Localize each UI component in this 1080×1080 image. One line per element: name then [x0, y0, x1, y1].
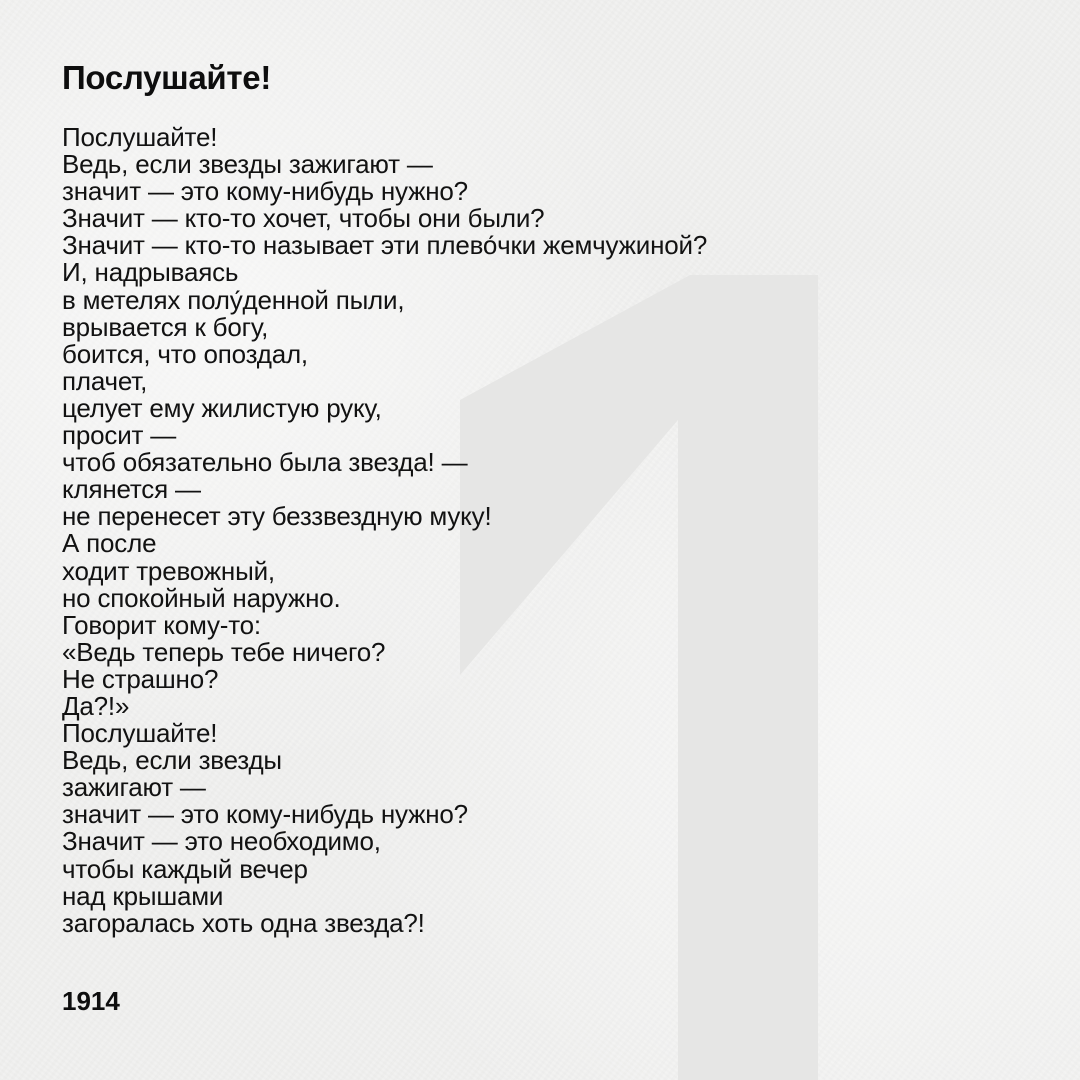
poem-line: не перенесет эту беззвездную муку! — [62, 501, 492, 532]
poem-line: А после — [62, 528, 157, 559]
poem-line: целует ему жилистую руку, — [62, 392, 382, 423]
poem-text — [62, 124, 707, 937]
poem-line: Значит — кто-то хочет, чтобы они были? — [62, 203, 545, 234]
poem-title: Послушайте! — [62, 59, 272, 96]
poem-line: зажигают — — [62, 772, 206, 803]
poem-line: врывается к богу, — [62, 311, 269, 342]
poem-line: Да?!» — [62, 690, 130, 721]
poem-line: Говорит кому-то: — [62, 609, 261, 640]
poem-line: Не страшно? — [62, 663, 219, 694]
poem-line: чтобы каждый вечер — [62, 853, 308, 884]
poem-line: загоралась хоть одна звезда?! — [62, 907, 425, 938]
poem-line: но спокойный наружно. — [62, 582, 341, 613]
poem-line: Послушайте! — [62, 718, 218, 749]
poem-line: чтоб обязательно была звезда! — — [62, 447, 468, 478]
poem-year: 1914 — [62, 986, 120, 1016]
poem-line: боится, что опоздал, — [62, 338, 308, 369]
poem-line: значит — это кому-нибудь нужно? — [62, 799, 468, 830]
poem-line: Значит — это необходимо, — [62, 826, 381, 857]
poem-line: клянется — — [62, 474, 201, 505]
poem-line: Ведь, если звезды — [62, 745, 282, 776]
poem-line: ходит тревожный, — [62, 555, 275, 586]
poem-line: «Ведь теперь тебе ничего? — [62, 636, 386, 667]
poem-line: плачет, — [62, 365, 148, 396]
poem-line: значит — это кому-нибудь нужно? — [62, 176, 468, 207]
poem-line: Ведь, если звезды зажигают — — [62, 149, 433, 180]
poem-line: Значит — кто-то называет эти плево́чки жемчужиной? — [62, 230, 708, 261]
poem-line: над крышами — [62, 880, 224, 911]
poem-line: Послушайте! — [62, 122, 218, 152]
poem-line: в метелях полу́денной пыли, — [62, 284, 405, 315]
poem-line: просит — — [62, 420, 177, 451]
poem-line: И, надрываясь — [62, 257, 239, 288]
